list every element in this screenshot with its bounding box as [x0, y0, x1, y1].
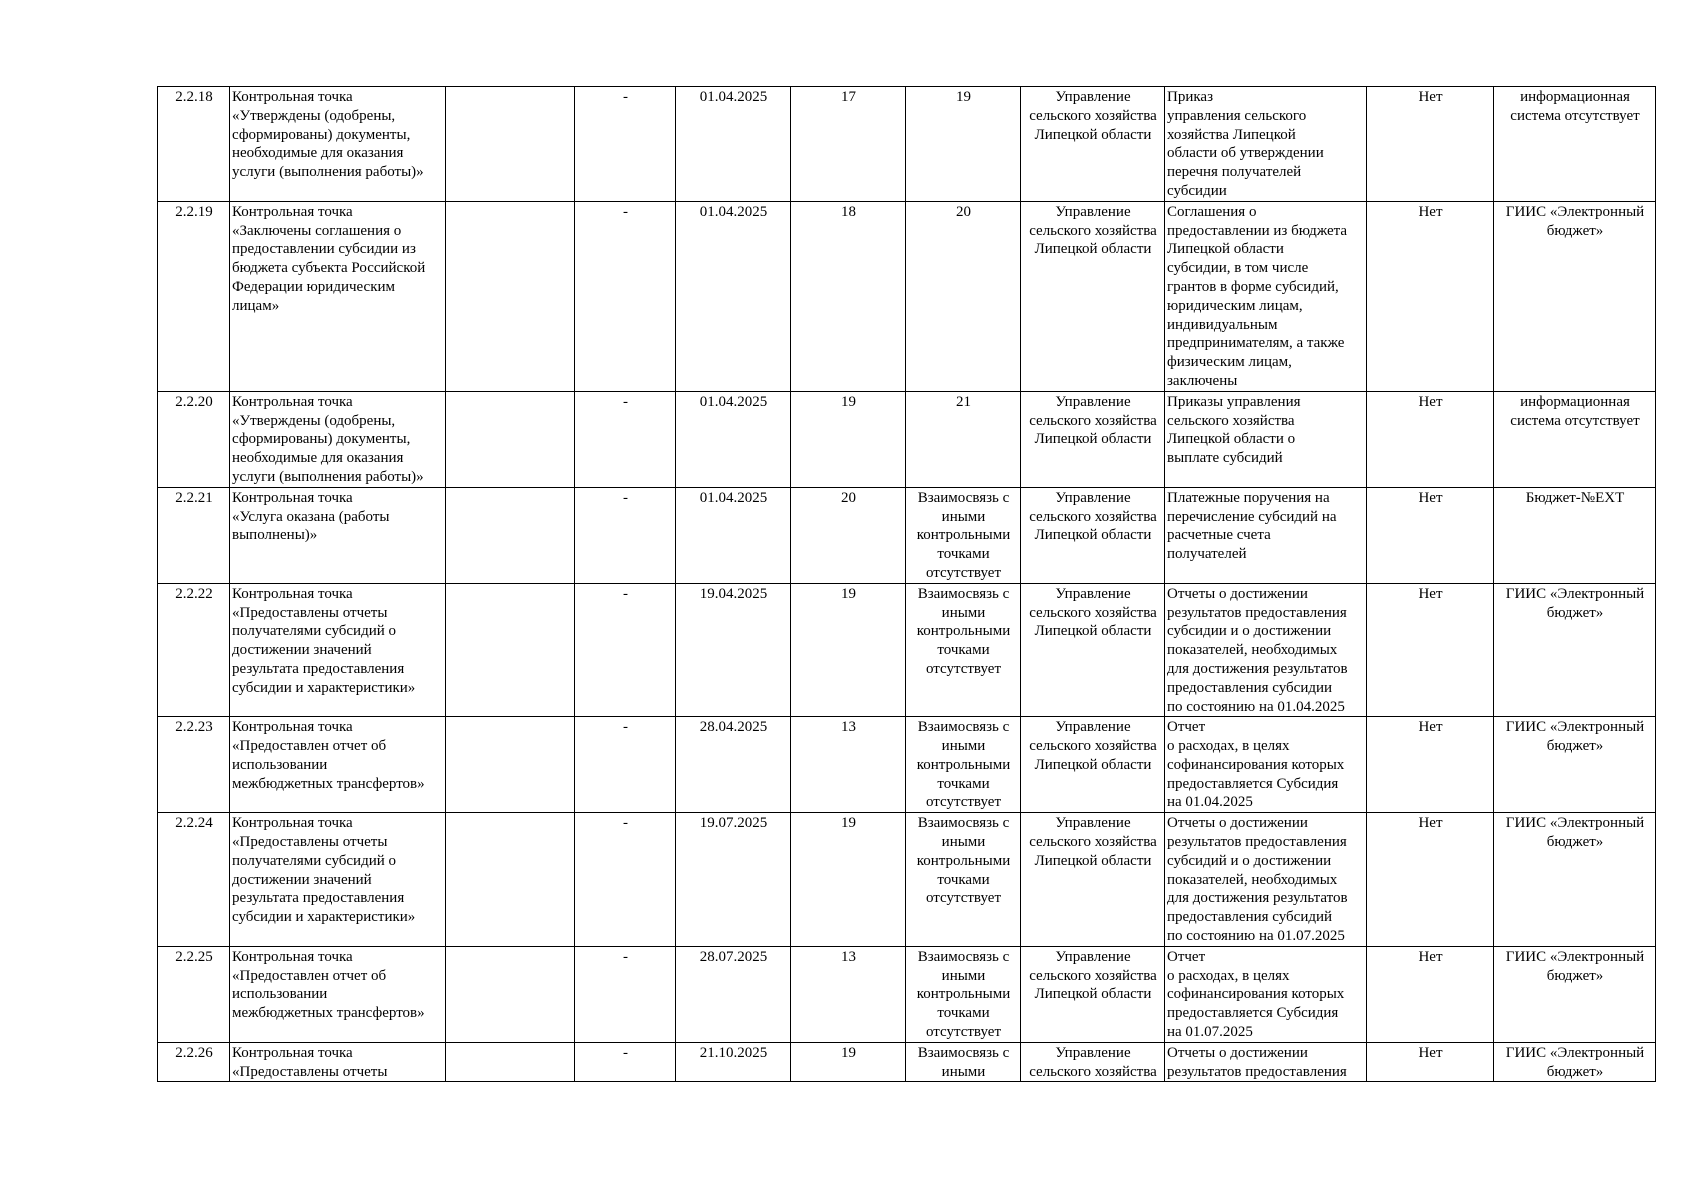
responsible-cell: Управление сельского хозяйства Липецкой области: [1021, 391, 1165, 487]
empty-cell: [446, 87, 575, 202]
row-number: 2.2.22: [158, 583, 230, 717]
link-cell: 20: [906, 201, 1021, 391]
date-cell: 01.04.2025: [676, 487, 791, 583]
table-row: [158, 813, 1656, 947]
document-cell: Отчеты о достижении результатов предоставления: [1165, 1042, 1367, 1082]
row-number: 2.2.19: [158, 201, 230, 391]
dash-cell: -: [575, 1042, 676, 1082]
system-cell: ГИИС «Электронный бюджет»: [1494, 201, 1656, 391]
number-cell: 19: [791, 391, 906, 487]
responsible-cell: Управление сельского хозяйства Липецкой области: [1021, 946, 1165, 1042]
control-point-name: Контрольная точка «Заключены соглашения о предоставлении субсидии из бюджета субъекта Российской Федерации юридическим лицам»: [230, 201, 446, 391]
row-number: 2.2.25: [158, 946, 230, 1042]
dash-cell: -: [575, 946, 676, 1042]
responsible-cell: Управление сельского хозяйства Липецкой области: [1021, 717, 1165, 813]
row-number: 2.2.26: [158, 1042, 230, 1082]
table-row: [158, 717, 1656, 813]
empty-cell: [446, 487, 575, 583]
system-cell: ГИИС «Электронный бюджет»: [1494, 583, 1656, 717]
date-cell: 19.07.2025: [676, 813, 791, 947]
number-cell: 19: [791, 583, 906, 717]
number-cell: 17: [791, 87, 906, 202]
table-row: [158, 1042, 1656, 1082]
control-point-name: Контрольная точка «Утверждены (одобрены, сформированы) документы, необходимые для оказания услуги (выполнения работы)»: [230, 391, 446, 487]
dash-cell: -: [575, 583, 676, 717]
link-cell: Взаимосвязь с иными контрольными точками отсутствует: [906, 717, 1021, 813]
link-cell: 21: [906, 391, 1021, 487]
dash-cell: -: [575, 717, 676, 813]
number-cell: 20: [791, 487, 906, 583]
table-row: [158, 583, 1656, 717]
dash-cell: -: [575, 201, 676, 391]
responsible-cell: Управление сельского хозяйства Липецкой области: [1021, 201, 1165, 391]
document-cell: Отчеты о достижении результатов предоставления субсидий и о достижении показателей, необходимых для достижения результатов предоставления субсидий по состоянию на 01.07.2025: [1165, 813, 1367, 947]
empty-cell: [446, 391, 575, 487]
control-point-name: Контрольная точка «Услуга оказана (работы выполнены)»: [230, 487, 446, 583]
flag-cell: Нет: [1367, 391, 1494, 487]
number-cell: 19: [791, 1042, 906, 1082]
control-point-name: Контрольная точка «Предоставлен отчет об использовании межбюджетных трансфертов»: [230, 946, 446, 1042]
document-cell: Соглашения о предоставлении из бюджета Липецкой области субсидии, в том числе грантов в форме субсидий, юридическим лицам, индивидуальным предпринимателям, а также физическим лицам, заключены: [1165, 201, 1367, 391]
number-cell: 13: [791, 717, 906, 813]
control-point-name: Контрольная точка «Предоставлены отчеты получателями субсидий о достижении значений результата предоставления субсидии и характеристики»: [230, 813, 446, 947]
row-number: 2.2.21: [158, 487, 230, 583]
system-cell: информационная система отсутствует: [1494, 87, 1656, 202]
flag-cell: Нет: [1367, 487, 1494, 583]
system-cell: Бюджет-№ЕХТ: [1494, 487, 1656, 583]
table-row: [158, 87, 1656, 202]
system-cell: ГИИС «Электронный бюджет»: [1494, 1042, 1656, 1082]
responsible-cell: Управление сельского хозяйства Липецкой области: [1021, 813, 1165, 947]
dash-cell: -: [575, 87, 676, 202]
responsible-cell: Управление сельского хозяйства Липецкой области: [1021, 583, 1165, 717]
empty-cell: [446, 813, 575, 947]
flag-cell: Нет: [1367, 813, 1494, 947]
control-points-table: [157, 86, 1656, 1082]
table-row: [158, 946, 1656, 1042]
number-cell: 13: [791, 946, 906, 1042]
control-point-name: Контрольная точка «Предоставлены отчеты получателями субсидий о достижении значений результата предоставления субсидии и характеристики»: [230, 583, 446, 717]
system-cell: ГИИС «Электронный бюджет»: [1494, 813, 1656, 947]
date-cell: 21.10.2025: [676, 1042, 791, 1082]
control-point-name: Контрольная точка «Предоставлен отчет об использовании межбюджетных трансфертов»: [230, 717, 446, 813]
link-cell: Взаимосвязь с иными контрольными точками отсутствует: [906, 487, 1021, 583]
responsible-cell: Управление сельского хозяйства Липецкой области: [1021, 487, 1165, 583]
system-cell: ГИИС «Электронный бюджет»: [1494, 717, 1656, 813]
date-cell: 19.04.2025: [676, 583, 791, 717]
row-number: 2.2.18: [158, 87, 230, 202]
system-cell: информационная система отсутствует: [1494, 391, 1656, 487]
date-cell: 01.04.2025: [676, 391, 791, 487]
table-row: [158, 487, 1656, 583]
table-row: [158, 201, 1656, 391]
dash-cell: -: [575, 391, 676, 487]
link-cell: Взаимосвязь с иными: [906, 1042, 1021, 1082]
empty-cell: [446, 1042, 575, 1082]
flag-cell: Нет: [1367, 87, 1494, 202]
number-cell: 18: [791, 201, 906, 391]
link-cell: Взаимосвязь с иными контрольными точками отсутствует: [906, 813, 1021, 947]
date-cell: 01.04.2025: [676, 87, 791, 202]
flag-cell: Нет: [1367, 583, 1494, 717]
document-cell: Отчеты о достижении результатов предоставления субсидии и о достижении показателей, необходимых для достижения результатов предоставления субсидии по состоянию на 01.04.2025: [1165, 583, 1367, 717]
row-number: 2.2.20: [158, 391, 230, 487]
number-cell: 19: [791, 813, 906, 947]
empty-cell: [446, 201, 575, 391]
control-point-name: Контрольная точка «Утверждены (одобрены, сформированы) документы, необходимые для оказания услуги (выполнения работы)»: [230, 87, 446, 202]
flag-cell: Нет: [1367, 201, 1494, 391]
row-number: 2.2.23: [158, 717, 230, 813]
date-cell: 28.04.2025: [676, 717, 791, 813]
document-cell: Платежные поручения на перечисление субсидий на расчетные счета получателей: [1165, 487, 1367, 583]
date-cell: 01.04.2025: [676, 201, 791, 391]
document-cell: Отчет о расходах, в целях софинансирования которых предоставляется Субсидия на 01.07.2025: [1165, 946, 1367, 1042]
link-cell: 19: [906, 87, 1021, 202]
responsible-cell: Управление сельского хозяйства: [1021, 1042, 1165, 1082]
row-number: 2.2.24: [158, 813, 230, 947]
control-point-name: Контрольная точка «Предоставлены отчеты: [230, 1042, 446, 1082]
link-cell: Взаимосвязь с иными контрольными точками отсутствует: [906, 583, 1021, 717]
flag-cell: Нет: [1367, 717, 1494, 813]
empty-cell: [446, 583, 575, 717]
empty-cell: [446, 946, 575, 1042]
dash-cell: -: [575, 813, 676, 947]
document-cell: Приказы управления сельского хозяйства Липецкой области о выплате субсидий: [1165, 391, 1367, 487]
table-row: [158, 391, 1656, 487]
link-cell: Взаимосвязь с иными контрольными точками отсутствует: [906, 946, 1021, 1042]
flag-cell: Нет: [1367, 1042, 1494, 1082]
dash-cell: -: [575, 487, 676, 583]
responsible-cell: Управление сельского хозяйства Липецкой области: [1021, 87, 1165, 202]
system-cell: ГИИС «Электронный бюджет»: [1494, 946, 1656, 1042]
document-cell: Отчет о расходах, в целях софинансирования которых предоставляется Субсидия на 01.04.2025: [1165, 717, 1367, 813]
document-cell: Приказ управления сельского хозяйства Липецкой области об утверждении перечня получателей субсидии: [1165, 87, 1367, 202]
flag-cell: Нет: [1367, 946, 1494, 1042]
empty-cell: [446, 717, 575, 813]
date-cell: 28.07.2025: [676, 946, 791, 1042]
